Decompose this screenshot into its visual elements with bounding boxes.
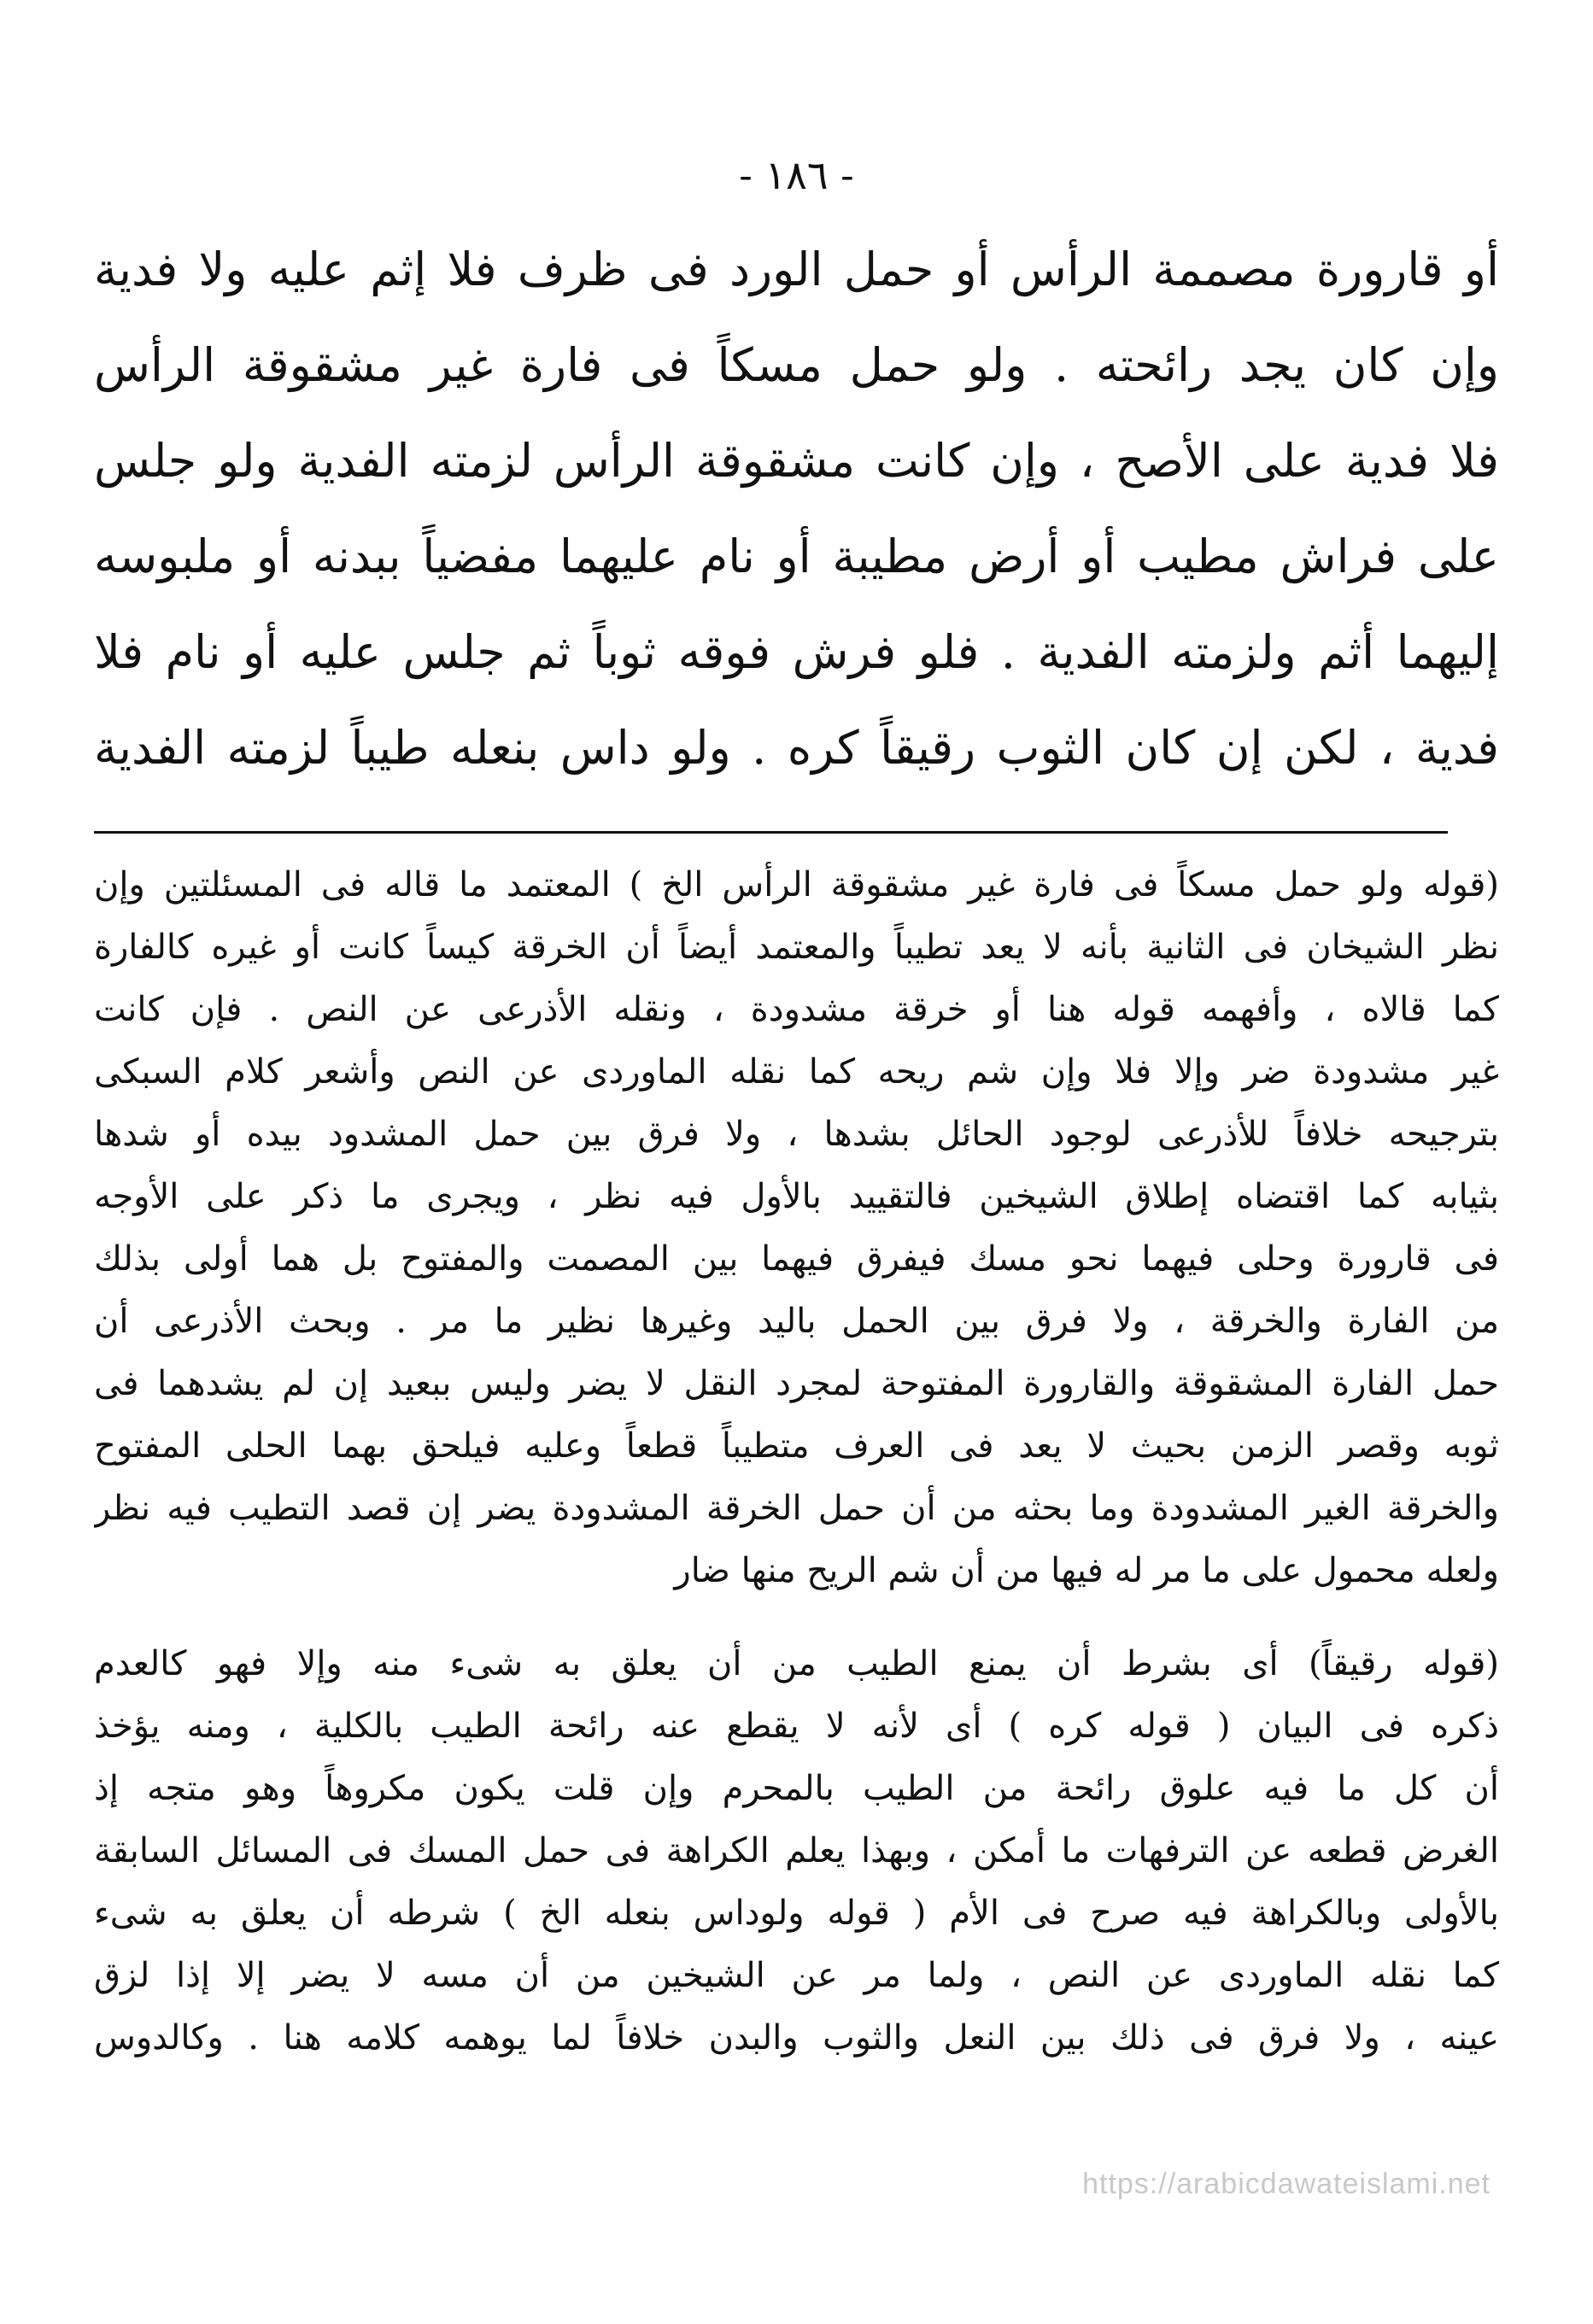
footnote-line: بالأولى وبالكراهة فيه صرح فى الأم ( قوله ولوداس بنعله الخ ) شرطه أن يعلق به شىء	[94, 1894, 1499, 1933]
footnote-first	[94, 854, 1499, 1602]
footnote-line: الغرض قطعه عن الترفهات ما أمكن ، وبهذا يعلم الكراهة فى حمل المسك فى المسائل السابقة	[94, 1831, 1499, 1870]
main-text-line: على فراش مطيب أو أرض مطيبة أو نام عليهما مفضياً ببدنه أو ملبوسه	[94, 530, 1499, 583]
footnote-separator	[94, 831, 1448, 834]
main-text-line: فدية ، لكن إن كان الثوب رقيقاً كره . ولو داس بنعله طيباً لزمته الفدية	[94, 721, 1499, 775]
footnote-line: فى قارورة وحلى فيهما نحو مسك فيفرق فيهما بين المصمت والمفتوح بل هما أولى بذلك	[94, 1239, 1499, 1279]
main-text-line: فلا فدية على الأصح ، وإن كانت مشقوقة الرأس لزمته الفدية ولو جلس	[94, 434, 1499, 488]
footnote-line: (قوله رقيقاً) أى بشرط أن يمنع الطيب من أن يعلق به شىء منه وإلا فهو كالعدم	[94, 1644, 1499, 1683]
footnote-line: حمل الفارة المشقوقة والقارورة المفتوحة لمجرد النقل لا يضر وليس ببعيد إن لم يشدهما فى	[94, 1364, 1499, 1403]
footnote-line: كما قالاه ، وأفهمه قوله هنا أو خرقة مشدودة ، ونقله الأذرعى عن النص . فإن كانت	[94, 990, 1499, 1029]
footnote-line: أن كل ما فيه علوق رائحة من الطيب بالمحرم وإن قلت يكون مكروهاً وهو متجه إذ	[94, 1769, 1499, 1808]
footnote-line: عينه ، ولا فرق فى ذلك بين النعل والثوب والبدن خلافاً لما يوهمه كلامه هنا . وكالدوس	[94, 2018, 1499, 2058]
main-text-block	[94, 222, 1499, 796]
main-text-line: وإن كان يجد رائحته . ولو حمل مسكاً فى فارة غير مشقوقة الرأس	[94, 338, 1499, 392]
footnote-line: بترجيحه خلافاً للأذرعى لوجود الحائل بشدها ، ولا فرق بين حمل المشدود بيده أو شدها	[94, 1115, 1499, 1154]
footnote-second	[94, 1633, 1499, 2069]
footnote-line: ثوبه وقصر الزمن بحيث لا يعد فى العرف متطيباً قطعاً وعليه فيلحق بهما الحلى المفتوح	[94, 1426, 1499, 1466]
footnote-gap	[94, 1602, 1499, 1633]
main-text-line: أو قارورة مصممة الرأس أو حمل الورد فى ظرف فلا إثم عليه ولا فدية	[94, 243, 1499, 296]
footnote-line: بثيابه كما اقتضاه إطلاق الشيخين فالتقييد بالأول فيه نظر ، ويجرى ما ذكر على الأوجه	[94, 1177, 1499, 1216]
footnote-line: نظر الشيخان فى الثانية بأنه لا يعد تطيباً والمعتمد أيضاً أن الخرقة كيساً كانت أو غيره كالفارة	[94, 928, 1499, 967]
footnote-line: من الفارة والخرقة ، ولا فرق بين الحمل باليد وغيرها نظير ما مر . وبحث الأذرعى أن	[94, 1302, 1499, 1341]
footnote-line: والخرقة الغير المشدودة وما بحثه من أن حمل الخرقة المشدودة يضر إن قصد التطيب فيه نظر	[94, 1489, 1499, 1528]
footnote-line: ذكره فى البيان ( قوله كره ) أى لأنه لا يقطع عنه رائحة الطيب بالكلية ، ومنه يؤخذ	[94, 1706, 1499, 1746]
watermark-url: https://arabicdawateislami.net	[1082, 2168, 1491, 2200]
footnotes-block	[94, 854, 1499, 2069]
page-number: - ١٨٦ -	[739, 152, 854, 198]
footnote-line: كما نقله الماوردى عن النص ، ولما مر عن الشيخين من أن مسه لا يضر إلا إذا لزق	[94, 1956, 1499, 1995]
footnote-line: ولعله محمول على ما مر له فيها من أن شم الريح منها ضار	[674, 1551, 1499, 1590]
footnote-line: غير مشدودة ضر وإلا فلا وإن شم ريحه كما نقله الماوردى عن النص وأشعر كلام السبكى	[94, 1052, 1499, 1092]
main-text-line: إليهما أثم ولزمته الفدية . فلو فرش فوقه ثوباً ثم جلس عليه أو نام فلا	[94, 625, 1499, 679]
footnote-line: (قوله ولو حمل مسكاً فى فارة غير مشقوقة الرأس الخ ) المعتمد ما قاله فى المسئلتين وإن	[94, 865, 1499, 904]
